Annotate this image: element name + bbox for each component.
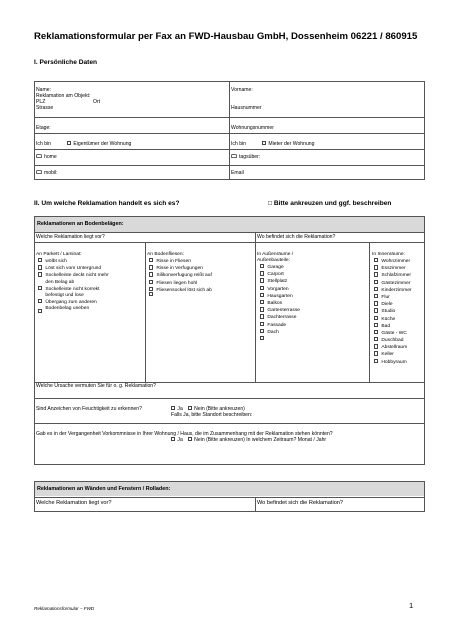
innen-option[interactable]: Küche: [374, 316, 412, 323]
innen-option[interactable]: Studio: [374, 308, 412, 315]
aussen-heading-2: Außenbauteile:: [257, 258, 290, 263]
vergangenheit-question: Gab es in der Vergangenheit Vorkommnisse in Ihrer Wohnung / Haus, die im Zusammenhang mit der Reklamation stehen könnten?: [36, 431, 333, 437]
checkbox[interactable]: [260, 293, 264, 297]
checkbox[interactable]: [374, 323, 378, 327]
footer-label: Reklamationsformular – FWD: [34, 606, 95, 611]
falls-ja-label: Falls Ja, bitte Standort beschreiben:: [171, 412, 253, 418]
row-divider: [34, 398, 425, 399]
continuation-text: den Belag ab: [45, 279, 75, 285]
column-divider: [145, 242, 146, 382]
parkett-option[interactable]: Übergang zum anderen: [38, 299, 109, 306]
strasse-field[interactable]: Strasse: [36, 105, 54, 111]
checkbox[interactable]: [374, 265, 378, 269]
checkbox[interactable]: [149, 265, 153, 269]
aussen-list: [260, 264, 300, 343]
vergangenheit-answer[interactable]: [171, 437, 326, 444]
fliesen-list: [149, 258, 212, 294]
checkbox[interactable]: [260, 307, 264, 311]
section-personal-heading: I. Persönliche Daten: [34, 59, 98, 66]
aussen-option[interactable]: Garage: [260, 264, 300, 271]
checkbox[interactable]: [374, 351, 378, 355]
fliesen-option[interactable]: Risse in Verfugungen: [149, 265, 212, 272]
welche-reklamation-label: Welche Reklamation liegt vor?: [36, 500, 112, 506]
mieter-checkbox[interactable]: [262, 141, 266, 145]
checkbox[interactable]: [38, 286, 42, 290]
continuation-text: befestigt und lose: [45, 292, 84, 298]
row-divider: [34, 117, 425, 118]
empty-checkbox[interactable]: [38, 309, 42, 313]
row-divider: [34, 497, 425, 498]
innen-option[interactable]: Abstellraum: [374, 344, 412, 351]
checkbox[interactable]: [374, 258, 378, 262]
checkbox[interactable]: [260, 300, 264, 304]
checkbox[interactable]: [374, 280, 378, 284]
name-field[interactable]: Name:: [36, 87, 52, 93]
aussen-option[interactable]: Balkon: [260, 300, 300, 307]
row-divider: [34, 133, 425, 134]
column-divider: [255, 497, 256, 512]
row-divider: [34, 242, 425, 243]
wo-reklamation-label: Wo befindet sich die Reklamation?: [257, 500, 344, 506]
aussen-option[interactable]: Hausgarten: [260, 293, 300, 300]
checkbox[interactable]: [260, 264, 264, 268]
ja-checkbox[interactable]: [171, 406, 175, 410]
row-divider: [34, 149, 425, 150]
checkbox[interactable]: [149, 258, 153, 262]
innen-option[interactable]: Bad: [374, 323, 412, 330]
mieter-option[interactable]: [231, 141, 314, 148]
wo-reklamation-label: Wo befindet sich die Reklamation?: [257, 234, 336, 240]
plz-field[interactable]: PLZ: [36, 99, 46, 105]
innen-option[interactable]: Gäste - WC: [374, 330, 412, 337]
column-divider: [255, 232, 256, 382]
ja-checkbox[interactable]: [171, 437, 175, 441]
page-number: 1: [409, 601, 414, 610]
innen-heading: In Innenräume:: [372, 252, 405, 257]
mobile-phone-icon: [36, 170, 42, 174]
checkbox[interactable]: [149, 287, 153, 291]
innen-option[interactable]: Flur: [374, 294, 412, 301]
fliesen-option[interactable]: Fliesensockel löst sich ab: [149, 287, 212, 294]
checkbox[interactable]: [374, 272, 378, 276]
parkett-option[interactable]: wölbt sich: [38, 258, 109, 265]
row-divider: [34, 232, 425, 233]
aussen-option[interactable]: Stellplatz: [260, 278, 300, 285]
checkbox[interactable]: [374, 308, 378, 312]
checkbox[interactable]: [260, 322, 264, 326]
tagsueber-label: tagsüber:: [239, 154, 261, 160]
aussen-option[interactable]: Dach: [260, 329, 300, 336]
mieter-label: Mieter der Wohnung: [268, 141, 315, 148]
innen-option[interactable]: Gästezimmer: [374, 280, 412, 287]
aussen-option[interactable]: Carport: [260, 271, 300, 278]
checkbox[interactable]: [374, 294, 378, 298]
eigentuemer-option[interactable]: [36, 141, 131, 148]
email-field[interactable]: Email: [231, 170, 244, 176]
checkbox[interactable]: [149, 280, 153, 284]
innen-option[interactable]: Schlafzimmer: [374, 272, 412, 279]
checkbox[interactable]: [374, 359, 378, 363]
checkbox[interactable]: [149, 272, 153, 276]
checkbox[interactable]: [38, 272, 42, 276]
checkbox[interactable]: [260, 314, 264, 318]
nein-label: Nein (Bitte ankreuzen) In welchem Zeitraum? Monat / Jahr: [194, 437, 327, 444]
innen-option[interactable]: Diele: [374, 301, 412, 308]
wohnungsnummer-field[interactable]: Wohnungsnummer: [231, 125, 274, 131]
row-divider: [34, 423, 425, 424]
checkbox[interactable]: [374, 316, 378, 320]
feuchtigkeit-question: Sind Anzeichen von Feuchtigkeit zu erkennen?: [36, 406, 142, 412]
checkbox[interactable]: [374, 301, 378, 305]
section-reklamation-heading: II. Um welche Reklamation handelt es sich es?: [34, 200, 180, 207]
checkbox[interactable]: [374, 344, 378, 348]
parkett-list: [38, 258, 109, 312]
checkbox[interactable]: [374, 287, 378, 291]
checkbox[interactable]: [38, 265, 42, 269]
ursache-label: Welche Ursache vermuten Sie für o. g. Reklamation?: [36, 383, 156, 389]
innen-list: [374, 258, 412, 366]
tagsueber-phone-field[interactable]: [231, 154, 260, 160]
checkbox[interactable]: [260, 278, 264, 282]
checkbox[interactable]: [374, 330, 378, 334]
parkett-heading: An Parkett / Laminat:: [36, 252, 82, 257]
eigentuemer-checkbox[interactable]: [67, 141, 71, 145]
aussen-option[interactable]: Gartenterrasse: [260, 307, 300, 314]
mobil-phone-field[interactable]: [36, 170, 58, 176]
row-divider: [34, 165, 425, 166]
continuation-text: Bodenbelag uneben: [45, 306, 90, 312]
mobil-label: mobil:: [44, 170, 58, 176]
aussen-option[interactable]: Vorgarten: [260, 286, 300, 293]
checkbox[interactable]: [260, 286, 264, 290]
innen-option[interactable]: Wohnzimmer: [374, 258, 412, 265]
nein-label: Nein (Bitte ankreuzen): [194, 406, 245, 413]
boden-table: [34, 216, 425, 465]
innen-option[interactable]: Keller: [374, 351, 412, 358]
parkett-option[interactable]: Sockelleiste deckt nicht mehr: [38, 272, 109, 279]
aussen-option-empty[interactable]: [260, 336, 300, 343]
etage-field[interactable]: Etage:: [36, 125, 51, 131]
innen-option[interactable]: Esszimmer: [374, 265, 412, 272]
innen-option[interactable]: Hobbyraum: [374, 359, 412, 366]
checkbox-instruction: □ Bitte ankreuzen und ggf. beschreiben: [268, 200, 392, 207]
eigentuemer-label: Eigentümer der Wohnung: [73, 141, 132, 148]
checkbox[interactable]: [374, 337, 378, 341]
fliesen-option[interactable]: Fliesen liegen hohl: [149, 280, 212, 287]
innen-option[interactable]: Duschbad: [374, 337, 412, 344]
checkbox[interactable]: [260, 329, 264, 333]
home-label: home: [44, 154, 57, 160]
ja-label: Ja: [177, 406, 183, 413]
aussen-option[interactable]: Fassade: [260, 322, 300, 329]
fliesen-option[interactable]: Risse in Fliesen: [149, 258, 212, 265]
nein-checkbox[interactable]: [188, 406, 192, 410]
parkett-option[interactable]: Löst sich vom Untergrund: [38, 265, 109, 272]
column-divider: [369, 242, 370, 382]
nein-checkbox[interactable]: [188, 437, 192, 441]
aussen-heading: In Außenräume /: [257, 252, 294, 257]
page-title: Reklamationsformular per Fax an FWD-Hausbau GmbH, Dossenheim 06221 / 860915: [34, 31, 418, 42]
ich-bin-label: Ich bin: [231, 141, 247, 148]
ich-bin-label: Ich bin: [36, 141, 52, 148]
empty-checkbox[interactable]: [149, 292, 153, 296]
objekt-label: Reklamation am Objekt:: [36, 93, 91, 99]
home-phone-field[interactable]: [36, 154, 57, 160]
ort-field[interactable]: Ort: [93, 99, 101, 105]
checkbox[interactable]: [260, 336, 264, 340]
ja-label: Ja: [177, 437, 183, 444]
phone-icon: [231, 154, 237, 158]
aussen-option[interactable]: Dachterrasse: [260, 314, 300, 321]
checkbox[interactable]: [260, 271, 264, 275]
hausnummer-field[interactable]: Hausnummer: [231, 105, 262, 111]
welche-reklamation-label: Welche Reklamation liegt vor?: [36, 234, 105, 240]
parkett-option[interactable]: Sockelleiste nicht korrekt: [38, 286, 109, 293]
phone-icon: [36, 154, 42, 158]
waende-heading: Reklamationen an Wänden und Fenstern / Rolladen:: [37, 486, 171, 492]
checkbox[interactable]: [38, 258, 42, 262]
vorname-field[interactable]: Vorname:: [231, 87, 253, 93]
innen-option[interactable]: Kinderzimmer: [374, 287, 412, 294]
boden-heading: Reklamationen an Bodenbelägen:: [37, 221, 124, 227]
fliesen-heading: An Bodenfliesen:: [147, 252, 184, 257]
checkbox[interactable]: [38, 299, 42, 303]
fliesen-option[interactable]: Silikonverfugung reißt auf: [149, 272, 212, 279]
